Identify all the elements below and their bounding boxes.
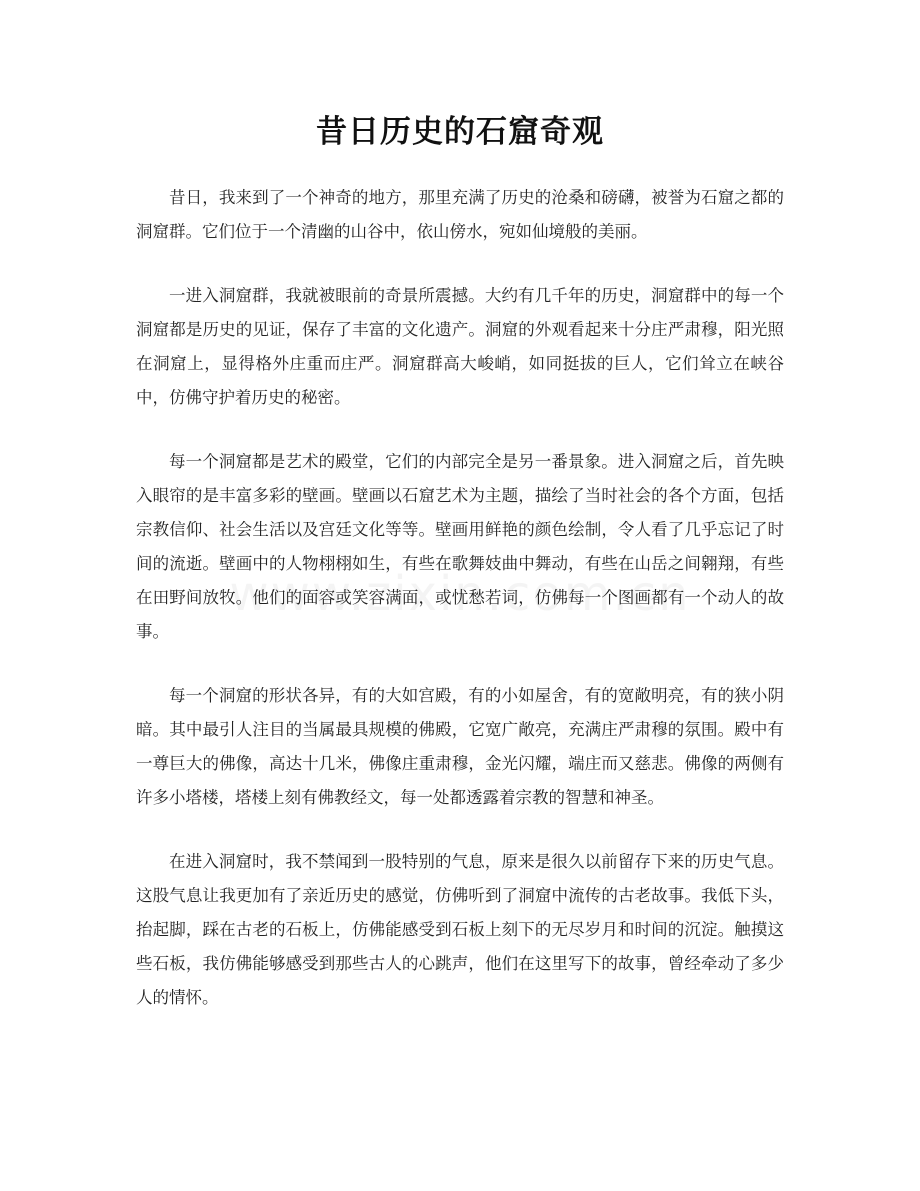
paragraph-3: 每一个洞窟都是艺术的殿堂，它们的内部完全是另一番景象。进入洞窟之后，首先映入眼帘的是丰富多彩的壁画。壁画以石窟艺术为主题，描绘了当时社会的各个方面，包括宗教信仰、社会生活以及宫廷文化等等。壁画用鲜艳的颜色绘制，令人看了几乎忘记了时间的流逝。壁画中的人物栩栩如生，有些在歌舞妓曲中舞动，有些在山岳之间翱翔，有些在田野间放牧。他们的面容或笑容满面，或忧愁若词，仿佛每一个图画都有一个动人的故事。 xyxy=(136,452,784,641)
document-body xyxy=(136,181,784,1045)
document-title: 昔日历史的石窟奇观 xyxy=(316,114,604,150)
paragraph-5: 在进入洞窟时，我不禁闻到一股特别的气息，原来是很久以前留存下来的历史气息。这股气息让我更加有了亲近历史的感觉，仿佛听到了洞窟中流传的古老故事。我低下头，抬起脚，踩在古老的石板上，仿佛能感受到石板上刻下的无尽岁月和时间的沉淀。触摸这些石板，我仿佛能够感受到那些古人的心跳声，他们在这里写下的故事，曾经牵动了多少人的情怀。 xyxy=(136,852,784,1007)
paragraph-2: 一进入洞窟群，我就被眼前的奇景所震撼。大约有几千年的历史，洞窟群中的每一个洞窟都是历史的见证，保存了丰富的文化遗产。洞窟的外观看起来十分庄严肃穆，阳光照在洞窟上，显得格外庄重而庄严。洞窟群高大峻峭，如同挺拔的巨人，它们耸立在峡谷中，仿佛守护着历史的秘密。 xyxy=(136,286,784,407)
paragraph-4: 每一个洞窟的形状各异，有的大如宫殿，有的小如屋舍，有的宽敞明亮，有的狭小阴暗。其中最引人注目的当属最具规模的佛殿，它宽广敞亮，充满庄严肃穆的氛围。殿中有一尊巨大的佛像，高达十几米，佛像庄重肃穆，金光闪耀，端庄而又慈悲。佛像的两侧有许多小塔楼，塔楼上刻有佛教经文，每一处都透露着宗教的智慧和神圣。 xyxy=(136,686,784,807)
paragraph-1: 昔日，我来到了一个神奇的地方，那里充满了历史的沧桑和磅礴，被誉为石窟之都的洞窟群。它们位于一个清幽的山谷中，依山傍水，宛如仙境般的美丽。 xyxy=(136,188,784,241)
